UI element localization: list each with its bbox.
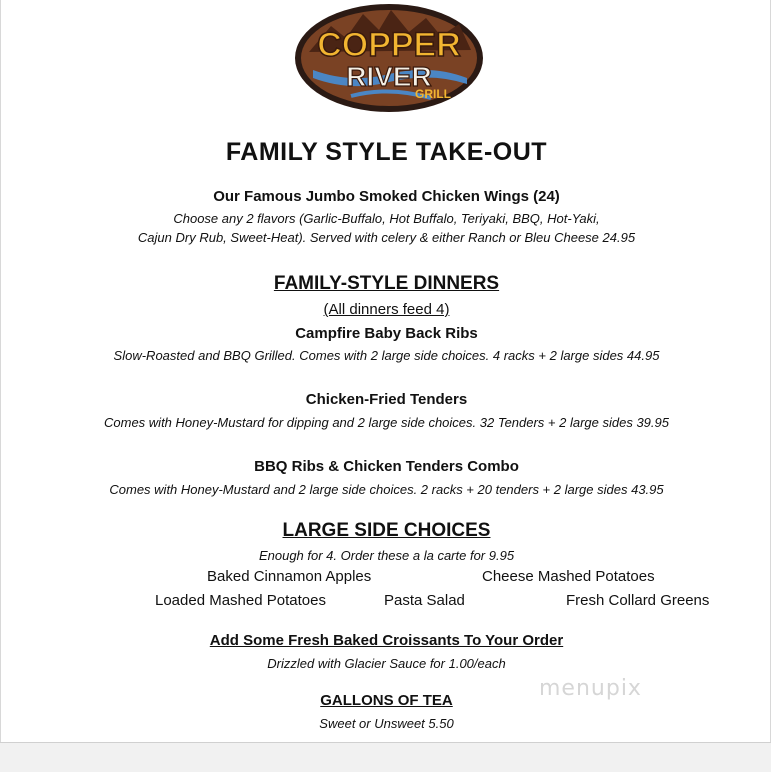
dinner-item-name: Chicken-Fried Tenders [305,391,468,408]
menu-title: FAMILY STYLE TAKE-OUT [225,138,548,166]
tea-desc: Sweet or Unsweet 5.50 [319,716,454,731]
dinners-heading: FAMILY-STYLE DINNERS [273,273,500,294]
logo-text-copper: COPPER [317,26,461,64]
side-item: Loaded Mashed Potatoes [155,592,326,609]
side-item: Baked Cinnamon Apples [207,568,372,585]
wings-desc-line1: Choose any 2 flavors (Garlic-Buffalo, Hot Buffalo, Teriyaki, BBQ, Hot-Yaki, [173,211,600,226]
logo-text-grill: GRILL [415,87,451,101]
sides-heading: LARGE SIDE CHOICES [282,520,491,541]
copper-river-logo [291,0,487,118]
side-item: Cheese Mashed Potatoes [482,568,655,585]
dinner-item-desc: Comes with Honey-Mustard for dipping and 2 large side choices. 32 Tenders + 2 large sides 39.95 [104,415,669,430]
side-item: Fresh Collard Greens [566,592,710,609]
menupix-watermark: menupix [539,676,642,701]
wings-desc-line2: Cajun Dry Rub, Sweet-Heat). Served with celery & either Ranch or Bleu Cheese 24.95 [137,230,636,245]
dinner-item-desc: Slow-Roasted and BBQ Grilled. Comes with 2 large side choices. 4 racks + 2 large sides 44.95 [113,348,660,363]
bottom-scroll-bar[interactable] [0,742,771,772]
sides-note: Enough for 4. Order these a la carte for 9.95 [258,548,515,563]
croissants-heading: Add Some Fresh Baked Croissants To Your Order [209,632,564,649]
logo-text-river: RIVER [346,61,432,92]
wings-name: Our Famous Jumbo Smoked Chicken Wings (24) [213,188,560,205]
dinner-item-name: Campfire Baby Back Ribs [295,325,478,342]
dinner-item-desc: Comes with Honey-Mustard and 2 large side choices. 2 racks + 20 tenders + 2 large sides 43.95 [109,482,664,497]
dinners-subheading: (All dinners feed 4) [323,301,450,318]
croissants-desc: Drizzled with Glacier Sauce for 1.00/each [267,656,506,671]
dinner-item-name: BBQ Ribs & Chicken Tenders Combo [254,458,519,475]
side-item: Pasta Salad [384,592,465,609]
tea-heading: GALLONS OF TEA [320,692,453,709]
